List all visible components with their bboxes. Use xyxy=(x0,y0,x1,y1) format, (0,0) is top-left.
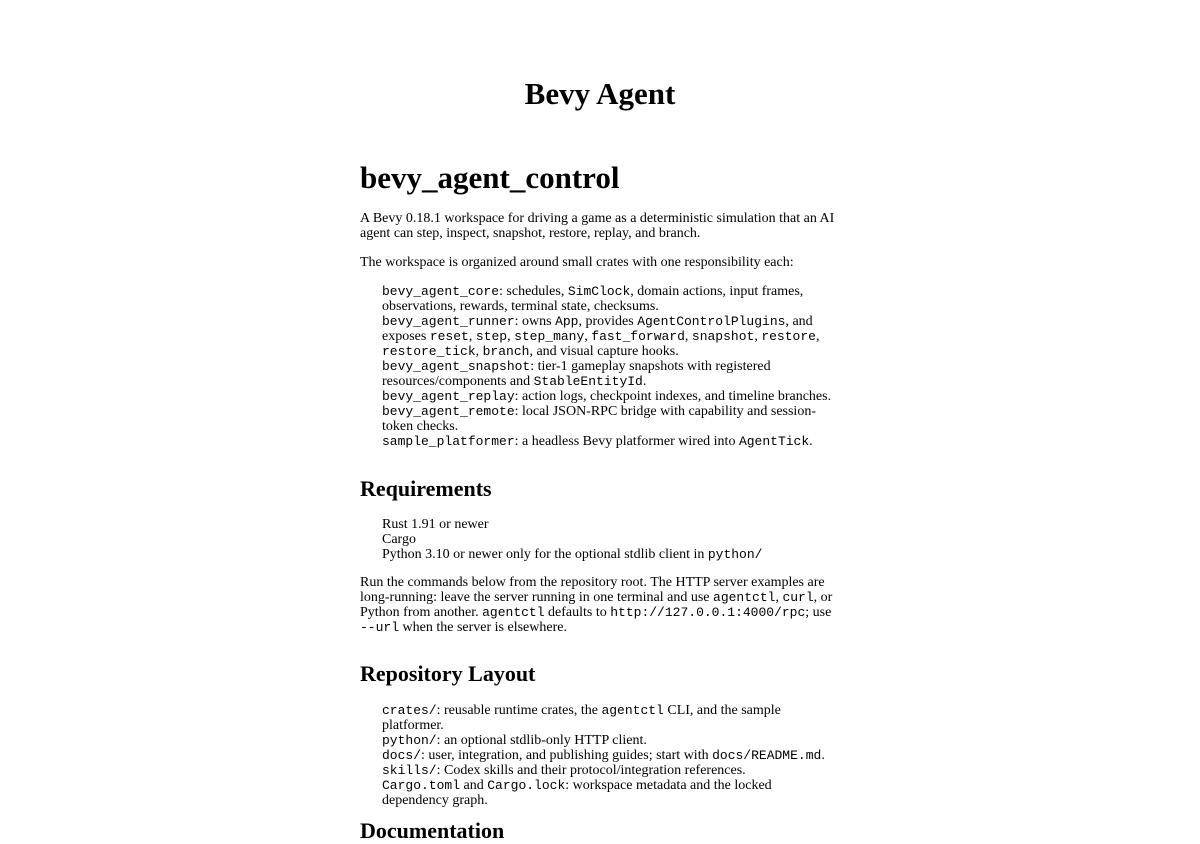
page-title: Bevy Agent xyxy=(524,76,676,111)
list-item xyxy=(382,763,840,778)
inline-code: Cargo.toml xyxy=(382,778,461,793)
inline-code: docs/README.md xyxy=(712,748,822,763)
crate-name: bevy_agent_replay xyxy=(382,389,515,404)
list-item xyxy=(382,748,840,763)
list-item xyxy=(382,284,840,314)
list-item xyxy=(382,434,840,449)
text-run: CLI, and the sample platformer. xyxy=(382,703,781,733)
layout-list xyxy=(360,703,840,808)
text-run: , xyxy=(815,329,820,344)
inline-code: http://127.0.0.1:4000/rpc xyxy=(610,605,806,620)
text-run: defaults to xyxy=(544,605,611,620)
inline-code: agentctl xyxy=(601,703,664,718)
crate-name: sample_platformer xyxy=(382,434,515,449)
text-run: . xyxy=(809,434,813,449)
text-run: : workspace metadata and the locked dependency graph. xyxy=(382,778,772,808)
workspace-intro: The workspace is organized around small crates with one responsibility each: xyxy=(360,255,794,270)
inline-code: curl xyxy=(782,590,814,605)
crate-name: bevy_agent_remote xyxy=(382,404,515,419)
inline-code: --url xyxy=(360,620,400,635)
inline-code: restore_tick xyxy=(382,344,476,359)
text-run: : local JSON-RPC bridge with capability and session-token checks. xyxy=(382,404,816,434)
list-item xyxy=(382,404,840,434)
text-run: Cargo xyxy=(382,532,416,547)
text-run: , xyxy=(584,329,592,344)
list-item xyxy=(382,389,840,404)
inline-code: step xyxy=(475,329,508,344)
text-run: when the server is elsewhere. xyxy=(399,620,567,635)
text-run: , xyxy=(754,329,762,344)
text-run: , xyxy=(475,344,483,359)
list-item xyxy=(382,547,840,562)
text-run: . xyxy=(642,374,647,389)
text-run: : a headless Bevy platformer wired into xyxy=(514,434,739,449)
text-run: . xyxy=(821,748,825,763)
intro-paragraph: A Bevy 0.18.1 workspace for driving a game as a deterministic simulation that an AI agent can step, inspect, snapshot, restore, replay, and branch. xyxy=(360,211,835,241)
list-item xyxy=(382,314,840,359)
inline-code: agentctl xyxy=(482,605,545,620)
text-run: Run the commands below from the repository root. The HTTP server examples are long-running: leave the server running in one terminal and use xyxy=(360,575,825,605)
run-paragraph xyxy=(360,575,840,635)
documentation-heading: Documentation xyxy=(360,818,505,843)
requirements-list xyxy=(360,517,840,562)
text-run: Python 3.10 or newer only for the optional stdlib client in xyxy=(382,547,708,562)
inline-code: docs/ xyxy=(382,748,422,763)
text-run: , xyxy=(507,329,515,344)
list-item xyxy=(382,359,840,389)
text-run: , xyxy=(775,590,783,605)
list-item xyxy=(382,517,840,532)
text-run: : schedules, xyxy=(499,284,568,299)
list-item xyxy=(382,733,840,748)
text-run: : action logs, checkpoint indexes, and timeline branches. xyxy=(514,389,832,404)
requirements-heading: Requirements xyxy=(360,476,492,501)
text-run: Rust 1.91 or newer xyxy=(382,517,489,532)
text-run: : Codex skills and their protocol/integration references. xyxy=(436,763,746,778)
text-run: : owns xyxy=(514,314,556,329)
inline-code: App xyxy=(555,314,579,329)
text-run: : an optional stdlib-only HTTP client. xyxy=(436,733,647,748)
inline-code: agentctl xyxy=(713,590,776,605)
inline-code: restore xyxy=(761,329,816,344)
text-run: , xyxy=(684,329,692,344)
inline-code: AgentControlPlugins xyxy=(637,314,786,329)
inline-code: reset xyxy=(429,329,469,344)
list-item xyxy=(382,532,840,547)
text-run: and xyxy=(460,778,488,793)
repository-layout-heading: Repository Layout xyxy=(360,661,536,686)
inline-code: fast_forward xyxy=(591,329,685,344)
text-run: : user, integration, and publishing guides; start with xyxy=(421,748,713,763)
readme-title: bevy_agent_control xyxy=(360,160,620,195)
text-run: , and visual capture hooks. xyxy=(529,344,679,359)
list-item xyxy=(382,778,840,808)
text-run: ; use xyxy=(805,605,832,620)
inline-code: SimClock xyxy=(567,284,631,299)
crate-name: bevy_agent_runner xyxy=(382,314,515,329)
crate-name: bevy_agent_core xyxy=(382,284,500,299)
inline-code: Cargo.lock xyxy=(487,778,566,793)
text-run: , xyxy=(468,329,476,344)
crate-name: bevy_agent_snapshot xyxy=(382,359,531,374)
inline-code: python/ xyxy=(707,547,763,562)
inline-code: StableEntityId xyxy=(533,374,643,389)
inline-code: python/ xyxy=(382,733,437,748)
text-run: , provides xyxy=(578,314,638,329)
text-run: , and exposes xyxy=(382,314,813,344)
text-run: : reusable runtime crates, the xyxy=(436,703,602,718)
text-run: , domain actions, input frames, observations, rewards, terminal state, checksums. xyxy=(382,284,804,314)
crate-list xyxy=(360,284,840,449)
list-item xyxy=(382,703,840,733)
inline-code: AgentTick xyxy=(738,434,810,449)
inline-code: snapshot xyxy=(691,329,755,344)
inline-code: branch xyxy=(482,344,530,359)
text-run: , or Python from another. xyxy=(360,590,833,620)
inline-code: step_many xyxy=(514,329,585,344)
inline-code: crates/ xyxy=(382,703,437,718)
text-run: : tier-1 gameplay snapshots with registered resources/components and xyxy=(382,359,771,389)
inline-code: skills/ xyxy=(382,763,437,778)
